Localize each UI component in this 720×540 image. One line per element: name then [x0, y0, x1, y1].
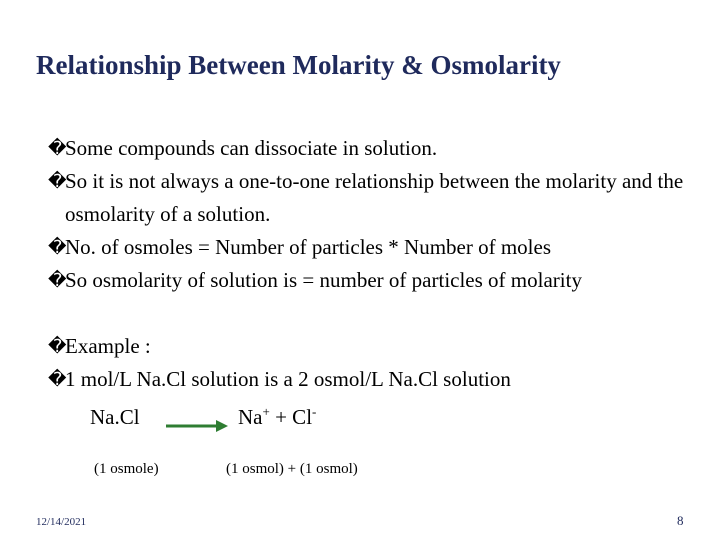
bullet-text: No. of osmoles = Number of particles * Number of moles [65, 235, 551, 259]
chloride-charge: - [312, 404, 317, 419]
bullet-icon: � [48, 270, 67, 291]
bullet-list-top [48, 132, 698, 297]
reactant-note: (1 osmole) [94, 461, 159, 477]
reaction-arrow-icon [166, 419, 228, 433]
reaction-reactant: Na.Cl [90, 405, 140, 429]
bullet-text: So osmolarity of solution is = number of particles of molarity [65, 268, 582, 292]
bullet-item [48, 231, 698, 264]
bullet-text: Some compounds can dissociate in solution. [65, 136, 438, 160]
bullet-icon: � [48, 336, 67, 357]
reaction-products [238, 405, 316, 430]
sodium-ion: Na [238, 405, 263, 429]
sodium-charge: + [262, 404, 270, 419]
footer-date: 12/14/2021 [36, 516, 87, 528]
product-note: (1 osmol) + (1 osmol) [226, 461, 358, 477]
bullet-item [48, 165, 698, 231]
page-number: 8 [677, 513, 684, 528]
bullet-icon: � [48, 369, 67, 390]
bullet-icon: � [48, 237, 67, 258]
chloride-ion: + Cl [269, 405, 313, 429]
slide-title: Relationship Between Molarity & Osmolarity [36, 50, 561, 80]
bullet-text: Example : [65, 334, 151, 358]
bullet-text: 1 mol/L Na.Cl solution is a 2 osmol/L Na.Cl solution [65, 367, 511, 391]
bullet-icon: � [48, 171, 67, 192]
bullet-item [48, 132, 698, 165]
bullet-item [48, 264, 698, 297]
bullet-text: So it is not always a one-to-one relationship between the molarity and the osmolarity of a solution. [65, 169, 684, 226]
bullet-item [48, 363, 698, 396]
bullet-list-bottom [48, 330, 698, 396]
bullet-icon: � [48, 138, 67, 159]
bullet-item [48, 330, 698, 363]
